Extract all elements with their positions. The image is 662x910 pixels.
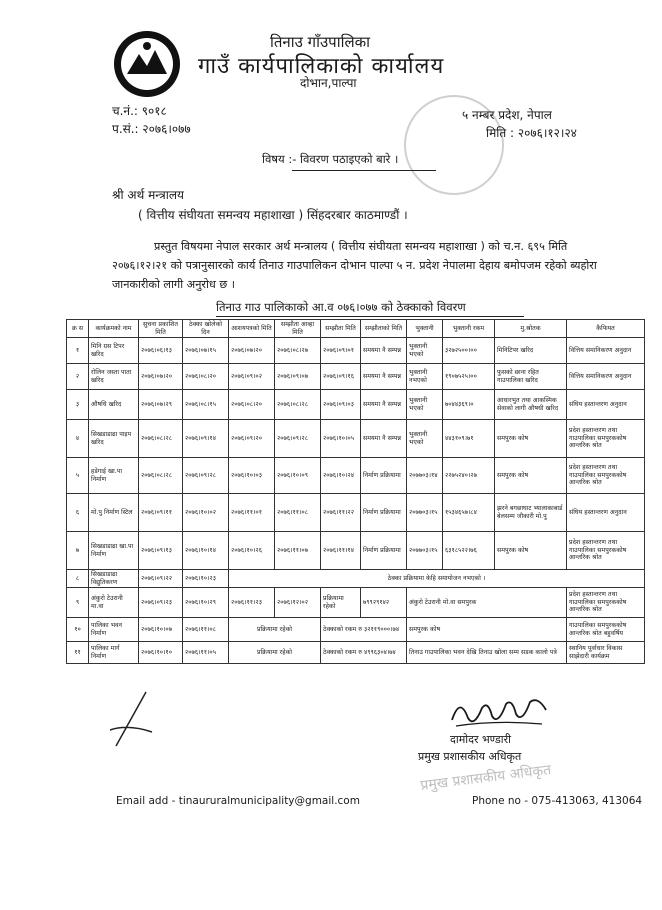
table-cell: समपुरक कोष [495, 458, 567, 494]
header-cell: आशयपत्रको मिति [229, 320, 275, 338]
header-cell: सम्झौता मिति [321, 320, 361, 338]
table-row [67, 338, 645, 364]
table-cell: २०७६।१०।१४ [183, 532, 229, 570]
table-cell: २०७६।०८।२८ [139, 458, 183, 494]
table-row [67, 390, 645, 420]
table-cell: २०७६।१२।०२ [275, 588, 321, 618]
table-cell: ५ [67, 458, 89, 494]
office-name: गाउँ कार्यपालिकाको कार्यालय [198, 54, 445, 79]
table-cell: प्रदेश हस्तान्तरण तथा गाउपालिका समपुरककोष आन्तरिक श्रोत [567, 588, 645, 618]
table-cell: १ [67, 338, 89, 364]
header-cell: सुचना प्रकाशित मिति [139, 320, 183, 338]
table-cell: २०७६।०९।२८ [183, 458, 229, 494]
header-cell: कार्यक्रमको नाम [89, 320, 139, 338]
letter-date: मिति : २०७६।१२।२४ [486, 126, 577, 140]
table-cell: वित्तिय समानिकरण अनुदान [567, 364, 645, 390]
header-cell: भुक्तानी [407, 320, 443, 338]
table-cell: २०७६।०९।०१ [321, 338, 361, 364]
table-cell: प्रक्रियामा रहेको [229, 618, 321, 642]
header-cell: भुक्तानी रकम [443, 320, 495, 338]
table-cell: १० [67, 618, 89, 642]
table-cell: २०७६।१०।२९ [183, 588, 229, 618]
table-cell: २०७६।०९।२८ [275, 420, 321, 458]
table-cell: समपुरक कोष [407, 618, 567, 642]
recipient-line2: ( वित्तीय संघीयता समन्वय महाशाखा ) सिंहदरबार काठमाण्डौं । [138, 208, 408, 222]
subject-line: विषय :- विवरण पठाइएको बारे । [262, 152, 399, 166]
header-cell: कैफियत [567, 320, 645, 338]
table-cell: २ [67, 364, 89, 390]
table-cell: वित्तिय समानिकरण अनुदान [567, 338, 645, 364]
pen-mark-icon [108, 690, 156, 750]
table-cell: २०७६।०९।०३ [321, 390, 361, 420]
table-cell: २०७६।११।०८ [183, 618, 229, 642]
table-cell: २०७६।०८।१५ [183, 390, 229, 420]
table-cell: प्रक्रियामा रहेको [321, 588, 361, 618]
pa-sa: प.सं.: २०७६।०७७ [112, 122, 191, 136]
table-cell: २०७६।०८।२८ [139, 420, 183, 458]
table-cell: २०७६।१०।०२ [183, 494, 229, 532]
table-cell: २०७६।१०।०३ [229, 458, 275, 494]
municipality-name: तिनाउ गाँउपालिका [270, 33, 371, 51]
table-cell: २०७६।११।०५ [183, 642, 229, 664]
table-row [67, 532, 645, 570]
table-cell: पालिका मार्ग निर्माण [89, 642, 139, 664]
table-cell: सिखडाडाढा पाइप खरिद [89, 420, 139, 458]
footer-email: Email add - tinaururalmunicipality@gmail.com [116, 795, 360, 807]
table-cell: २०७६।११।२३ [229, 588, 275, 618]
table-cell: ७०४४३६९।० [443, 390, 495, 420]
table-cell: ६३१८५२२।७६ [443, 532, 495, 570]
table-cell: संघिय हस्तान्तरण अनुदान [567, 494, 645, 532]
table-cell: २०७६।११।०७ [275, 532, 321, 570]
table-cell: २०७६।०९।०२ [229, 364, 275, 390]
table-cell: २०७६।०७।२० [229, 338, 275, 364]
table-cell: प्रदेश हस्तान्तरण तथा गाउपालिका समपुरककोष आन्तरिक श्रोत [567, 420, 645, 458]
table-cell: ९ [67, 588, 89, 618]
table-cell: २०७६।०८।२० [229, 390, 275, 420]
table-row [67, 364, 645, 390]
table-cell: समयमा नै सम्पन्न [361, 338, 407, 364]
table-cell: समपुरक कोष [495, 420, 567, 458]
table-cell: ३२७२५००।०० [443, 338, 495, 364]
table-cell: २०७६।०७।२९ [139, 390, 183, 420]
table-cell: २०७६।०९।१६ [321, 364, 361, 390]
table-cell: समयमा नै सम्पन्न [361, 364, 407, 390]
table-cell: भुक्तानी भएको [407, 338, 443, 364]
table-cell: २०७६।०९।१४ [183, 420, 229, 458]
table-cell: २०७७०३।१४ [407, 458, 443, 494]
table-cell: संघिय हस्तान्तरण अनुदान [567, 390, 645, 420]
table-cell: ठेक्काको रकम रु ४९९६३०४।७४ [321, 642, 407, 664]
header-cell: क्र स [67, 320, 89, 338]
nepal-emblem-icon [111, 28, 183, 100]
table-cell: मो.पु निर्माण स्टिल [89, 494, 139, 532]
table-cell: २०७६।०६।१३ [139, 338, 183, 364]
table-cell: २०७६।१०।१० [139, 642, 183, 664]
table-cell: २०७६।१०।२३ [183, 570, 229, 588]
table-cell: २०७६।०७।१५ [183, 338, 229, 364]
table-cell: मिनि ग्रस टिपर खरिद [89, 338, 139, 364]
table-cell: २०७६।१०।०९ [275, 458, 321, 494]
table-cell: प्रदेश हस्तान्तरण तथा गाउपालिका समपुरककोष आन्तरिक श्रोत [567, 458, 645, 494]
table-cell: निर्माण प्रक्रियामा [361, 458, 407, 494]
table-cell: २०७६।०७।२० [139, 364, 183, 390]
table-cell: औषधि खरिद [89, 390, 139, 420]
table-cell: प्रक्रियामा रहेको [229, 642, 321, 664]
table-cell: सिखडाडाढा खा.पा निर्माण [89, 532, 139, 570]
table-cell: तिनाउ गाउपालिका भवन देखि तिनाउ खोला सम्म सडक कालो पत्रे [407, 642, 567, 664]
table-cell: समयमा नै सम्पन्न [361, 420, 407, 458]
table-cell: २०७७०३।१५ [407, 532, 443, 570]
province: ५ नम्बर प्रदेश, नेपाल [462, 108, 552, 122]
table-row [67, 458, 645, 494]
table-cell: २०७६।०८।२७ [275, 338, 321, 364]
table-cell: २०७६।०८।२० [183, 364, 229, 390]
table-cell: ४४३१०९।७१ [443, 420, 495, 458]
table-cell: २०७७०३।१५ [407, 494, 443, 532]
table-cell: भुक्तानी भएको [407, 390, 443, 420]
cha-no: च.नं.: ९०१८ [112, 104, 167, 118]
header-cell: ठेक्का खोलेको दिन [183, 320, 229, 338]
table-cell: २०७६।०९।०७ [275, 364, 321, 390]
table-cell: मिनिटिपर खरिद [495, 338, 567, 364]
table-cell: स्थानिय पूर्वाधार विकास साझेदारी कार्यक्रम [567, 642, 645, 664]
table-cell: ८ [67, 570, 89, 588]
signature-stamp: प्रमुख प्रशासकीय अधिकृत [419, 762, 552, 794]
table-cell: १५३४६५७।८४ [443, 494, 495, 532]
table-cell: २२७५२४०।२७ [443, 458, 495, 494]
table-cell: २०७६।०९।२३ [139, 588, 183, 618]
table-cell: गाउपालिका समपुरककोष आन्तरिक श्रोत बहुवर्षिय [567, 618, 645, 642]
recipient-line1: श्री अर्थ मन्त्रालय [112, 188, 184, 202]
table-cell: निर्माण प्रक्रियामा [361, 494, 407, 532]
table-cell: ठेक्का प्रक्रियामा केहि समायोजन नभएको । [229, 570, 645, 588]
table-row [67, 570, 645, 588]
signature-icon [446, 690, 556, 734]
table-cell: हडेगाई खा.पा निर्माण [89, 458, 139, 494]
table-cell: भुक्तानी भएको [407, 420, 443, 458]
table-cell: ३ [67, 390, 89, 420]
table-cell: पालिका भवन निर्माण [89, 618, 139, 642]
table-row [67, 420, 645, 458]
body-line2: २०७६।१२।२१ को पत्रानुसारको कार्य तिनाउ गाउपालिकन दोभान पाल्पा ५ न. प्रदेश नेपालमा देहाय बमोपजम रहेको ब्यहोरा [112, 259, 597, 272]
table-cell: रोलिन जस्ता पाता खरिद [89, 364, 139, 390]
table-cell: २०७६।११।०१ [229, 494, 275, 532]
table-cell: २०७६।०८।२८ [275, 390, 321, 420]
table-cell: ७ [67, 532, 89, 570]
table-cell: अंकुरो टेउरानी मा.वा [89, 588, 139, 618]
table-cell: ४ [67, 420, 89, 458]
header-cell: सम्झौताको मिति [361, 320, 407, 338]
table-cell: २०७६।११।०८ [275, 494, 321, 532]
table-cell: अंकुरो टेउरानी मो.वा समपुरक [407, 588, 567, 618]
table-cell: २०७६।०९।२२ [139, 570, 183, 588]
table-cell: ठेक्काको रकम रु ३२११९०००।७४ [321, 618, 407, 642]
table-title: तिनाउ गाउ पालिकाको आ.व ०७६।०७७ को ठेक्काको विवरण [216, 300, 466, 314]
subject-underline [292, 170, 436, 171]
table-cell: निर्माण प्रक्रियामा [361, 532, 407, 570]
table-cell: २०७६।१०।०७ [139, 618, 183, 642]
table-cell: २०७६।०९।२० [229, 420, 275, 458]
table-cell: समयमा नै सम्पन्न [361, 390, 407, 420]
table-cell: २०७६।११।२२ [321, 494, 361, 532]
signatory-title: प्रमुख प्रशासकीय अधिकृत [418, 750, 522, 763]
footer-phone: Phone no - 075-413063, 413064 [472, 795, 643, 807]
table-cell: १९०७५२५।०० [443, 364, 495, 390]
table-cell: समपुरक कोष [495, 532, 567, 570]
table-row [67, 642, 645, 664]
table-cell: ७९९२९१४२ [361, 588, 407, 618]
table-row [67, 494, 645, 532]
signatory-name: दामोदर भण्डारी [450, 733, 511, 746]
header-cell: मु.स्रोतक [495, 320, 567, 338]
table-cell: आधारभुत तथा आकस्मिक सेवाको लागी औषधी खरिद [495, 390, 567, 420]
table-row [67, 618, 645, 642]
table-cell: ६ [67, 494, 89, 532]
table-row [67, 588, 645, 618]
table-title-underline [216, 316, 524, 317]
table-cell: प्रदेश हस्तान्तरण तथा गाउपालिका समपुरककोष आन्तरिक श्रोत [567, 532, 645, 570]
table-cell: ११ [67, 642, 89, 664]
body-line1: प्रस्तुत विषयमा नेपाल सरकार अर्थ मन्त्रालय ( वित्तीय संघीयता समन्वय महाशाखा ) को च.न. ६९५ मिति [154, 240, 568, 253]
office-address: दोभान,पाल्पा [300, 76, 357, 90]
table-cell: २०७६।१०।२६ [229, 532, 275, 570]
contracts-table [66, 319, 645, 664]
table-cell: सिखडाडाढा विद्युतिकरण [89, 570, 139, 588]
table-cell: फुसको छाना रहित गाउपालिका खरिद [495, 364, 567, 390]
table-header-row [67, 320, 645, 338]
body-line3: जानकारीको लागी अनुरोध छ । [112, 278, 235, 291]
header-cell: सम्झौता आव्हा मिति [275, 320, 321, 338]
table-cell: २०७६।१०।२४ [321, 458, 361, 494]
table-cell: २०७६।११।१४ [321, 532, 361, 570]
table-cell: २०७६।०९।१३ [139, 532, 183, 570]
table-cell: २०७६।१०।०५ [321, 420, 361, 458]
table-cell: २०७६।०९।११ [139, 494, 183, 532]
table-cell: भुक्तानी नभएको [407, 364, 443, 390]
table-cell: झरने बगछाघाट भ्यालाकाबार्ड बेलसम्म जौकारी मो.पु [495, 494, 567, 532]
